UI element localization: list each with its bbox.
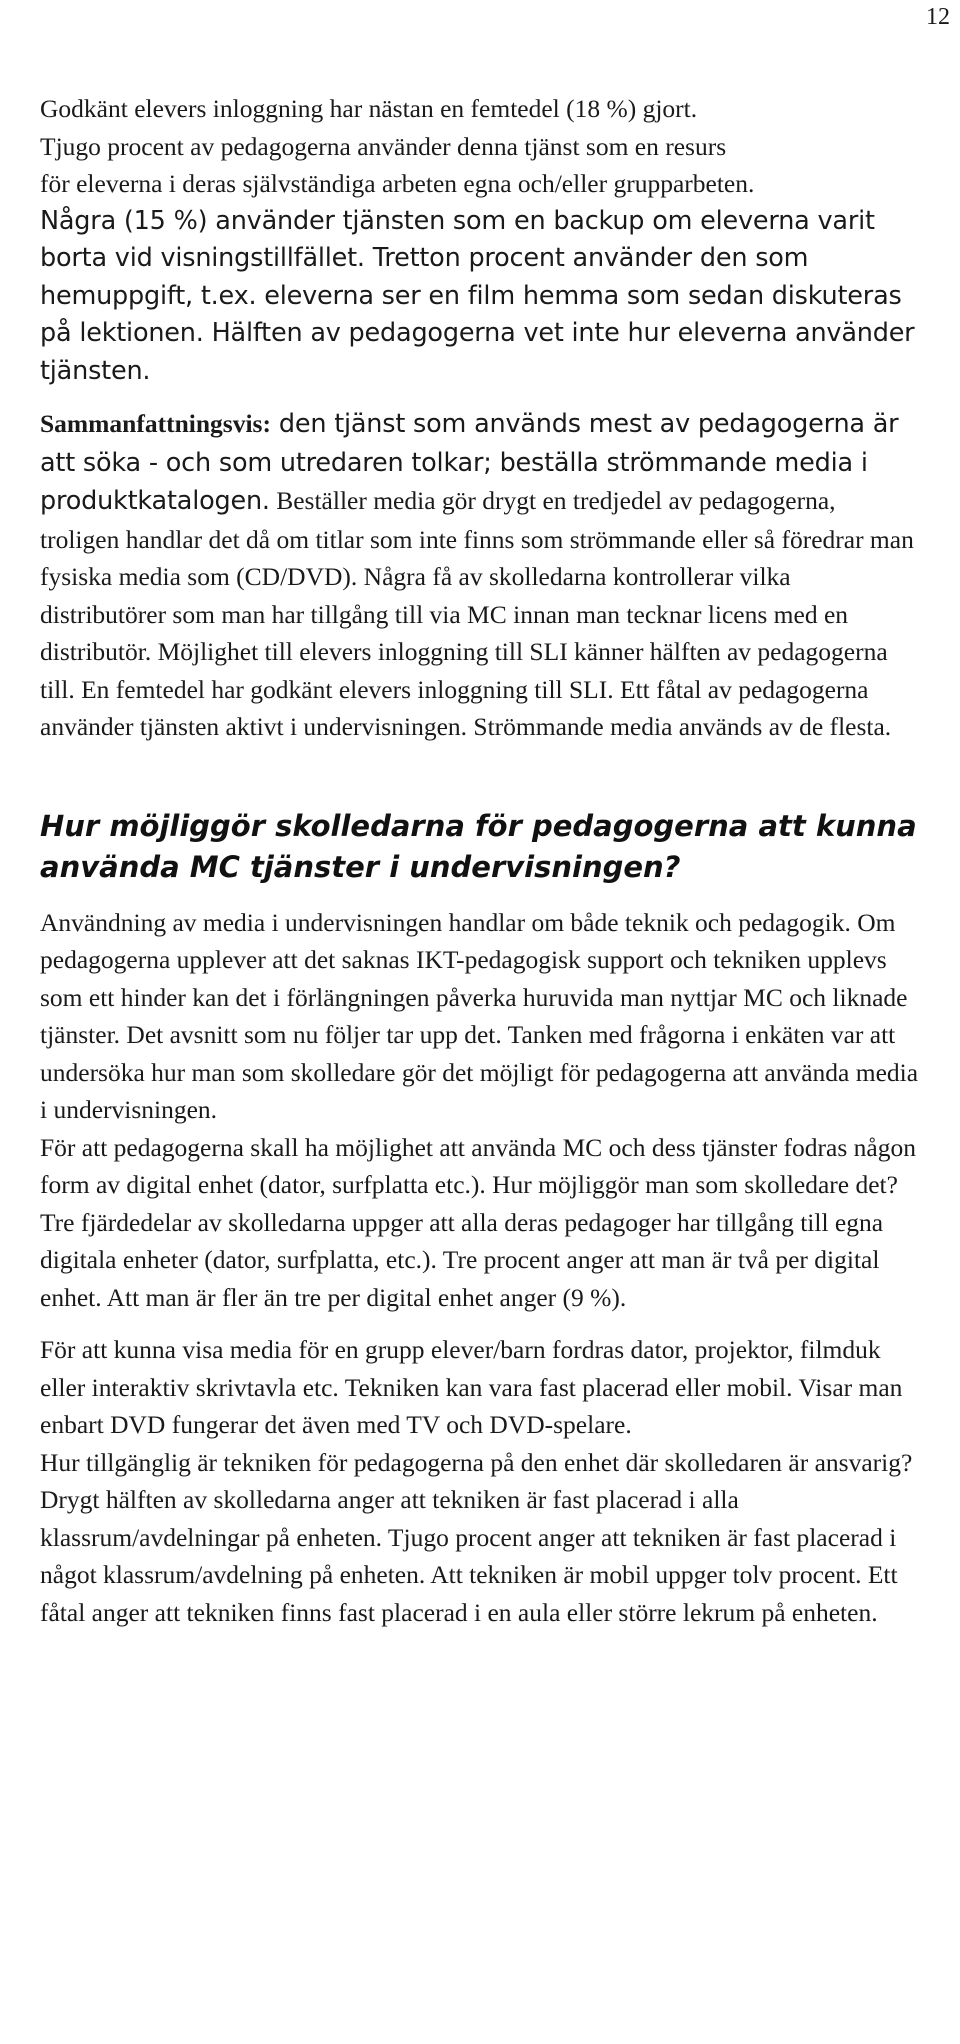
paragraph-summary — [40, 405, 920, 746]
paragraph-tillganglighet: Hur tillgänglig är tekniken för pedagogerna på den enhet där skolledaren är ansvarig? Drygt hälften av skolledarna anger att tekniken är fast placerad i alla klassrum/avdelningar på enheten. Tjugo procent anger att tekniken är fast placerad i något klassrum/avdelning på enheten. Att tekniken är mobil uppger tolv procent. Ett fåtal anger att tekniken finns fast placerad i en aula eller större lekrum på enheten. — [40, 1447, 913, 1627]
text-sans: Några (15 %) använder tjänsten som en backup om eleverna varit borta vid visningstillfället. Tretton procent använder den som hemuppgift, t.ex. eleverna ser en film hemma som sedan diskuteras på lektionen. Hälften av pedagogerna vet inte hur eleverna använder tjänsten. — [40, 205, 915, 386]
paragraph-media-teknik: Användning av media i undervisningen handlar om både teknik och pedagogik. Om pedagogerna upplever att det saknas IKT-pedagogisk support och tekniken upplevs som ett hinder kan det i förlängningen påverka huruvida man nyttjar MC och liknade tjänster. Det avsnitt som nu följer tar upp det. Tanken med frågorna i enkäten var att undersöka hur man som skolledare gör det möjligt för pedagogerna att använda media i undervisningen. — [40, 907, 919, 1124]
text-line: för eleverna i deras självständiga arbeten egna och/eller grupparbeten. — [40, 169, 755, 198]
summary-label: Sammanfattningsvis: — [40, 409, 271, 438]
text-line: Godkänt elevers inloggning har nästan en femtedel (18 %) gjort. — [40, 94, 698, 123]
section-heading: Hur möjliggör skolledarna för pedagogerna att kunna använda MC tjänster i undervisningen? — [40, 808, 917, 884]
page-number: 12 — [926, 4, 950, 30]
text-answer: Tre fjärdedelar av skolledarna uppger att alla deras pedagoger har tillgång till egna digitala enheter (dator, surfplatta, etc.). Tre procent anger att man är två per digital enhet. Att man är fler än tre per digital enhet anger (9 %). — [40, 1207, 884, 1312]
summary-serif-text: Beställer media gör drygt en tredjedel av pedagogerna, troligen handlar det då om titlar som inte finns som strömmande eller så föredrar man fysiska media som (CD/DVD). Några få av skolledarna kontrollerar vilka distributörer som man har tillgång till via MC innan man tecknar licens med en distributör. Möjlighet till elevers inloggning till SLI känner hälften av pedagogerna till. En femtedel har godkänt elevers inloggning till SLI. Ett fåtal av pedagogerna använder tjänsten aktivt i undervisningen. Strömmande media används av de flesta. — [40, 486, 914, 741]
text-line: Tjugo procent av pedagogerna använder denna tjänst som en resurs — [40, 131, 727, 161]
document-body — [40, 90, 920, 1631]
paragraph-digital-enhet — [40, 1129, 920, 1317]
paragraph-elevers-inloggning — [40, 90, 920, 390]
paragraph-visa-media: För att kunna visa media för en grupp elever/barn fordras dator, projektor, filmduk eller interaktiv skrivtavla etc. Tekniken kan vara fast placerad eller mobil. Visar man enbart DVD fungerar det även med TV och DVD-spelare. — [40, 1335, 903, 1439]
summary-sans-text: den tjänst som används mest av pedagogerna är att söka - och som utredaren tolkar; beställa strömmande media i produktkatalogen. — [40, 409, 899, 516]
text-question: För att pedagogerna skall ha möjlighet att använda MC och dess tjänster fodras någon form av digital enhet (dator, surfplatta etc.). Hur möjliggör man som skolledare det? — [40, 1132, 916, 1199]
